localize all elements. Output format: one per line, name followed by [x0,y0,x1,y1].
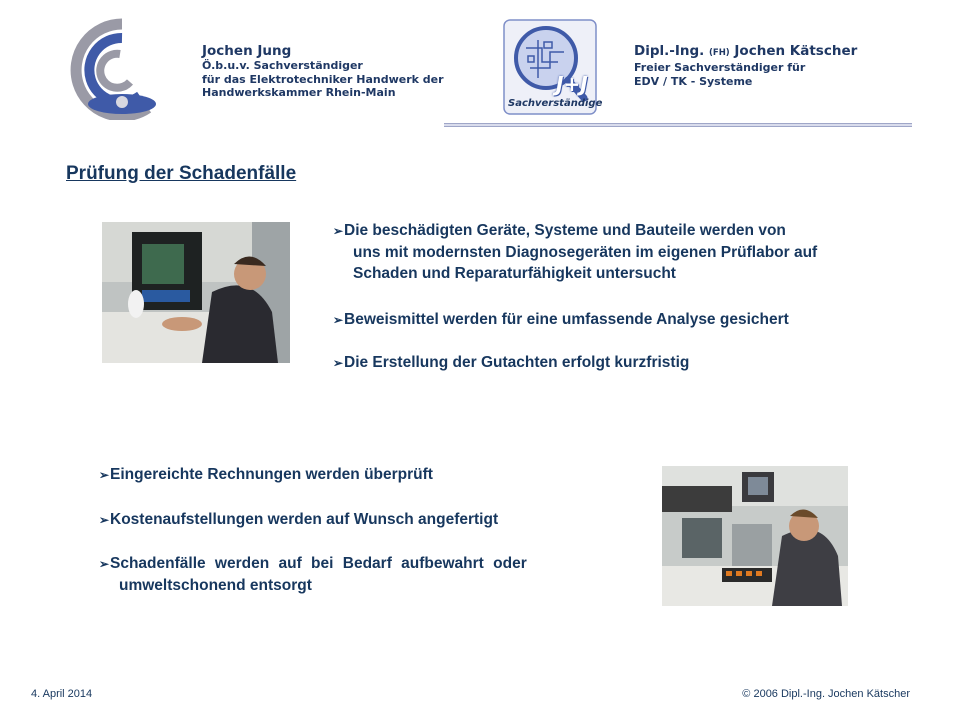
bullet-item [99,553,609,596]
bullet-arrow-icon: ➢ [99,468,110,482]
bullet-text: umweltschonend entsorgt [119,577,312,594]
footer-copyright: © 2006 Dipl.-Ing. Jochen Kätscher [742,688,910,700]
header-left [202,43,444,100]
page-title: Prüfung der Schadenfälle [66,163,297,184]
logo-caption: Sachverständige [508,98,603,109]
name-suffix: Jochen Kätscher [734,43,858,59]
lab-photo-diagnostics [102,222,290,363]
bullet-item [99,509,619,531]
header-divider [444,123,912,127]
bullet-item [333,309,933,331]
bullet-text: Schaden und Reparaturfähigkeit untersucht [353,265,676,282]
expert-name-right [634,43,857,61]
header-right-line: Freier Sachverständiger für [634,61,806,74]
header-left-line: Handwerkskammer Rhein-Main [202,86,396,99]
bullet-text: Kostenaufstellungen werden auf Wunsch angefertigt [110,511,499,528]
bullet-arrow-icon: ➢ [99,513,110,527]
bullet-text: Beweismittel werden für eine umfassende Analyse gesichert [344,311,789,328]
header-right [634,43,857,88]
bullet-arrow-icon: ➢ [333,356,344,370]
header-left-line: Ö.b.u.v. Sachverständiger [202,59,363,72]
bullet-text: uns mit modernsten Diagnosegeräten im eigenen Prüflabor auf [353,244,818,261]
bullet-text: Eingereichte Rechnungen werden überprüft [110,466,433,483]
bullet-arrow-icon: ➢ [99,557,110,571]
bullet-text: Schadenfälle werden auf bei Bedarf aufbewahrt oder [110,555,527,572]
name-fh: (FH) [709,48,730,58]
lab-photo-repair [662,466,848,606]
bullet-item [333,352,933,374]
bullet-item [333,220,933,284]
footer-date: 4. April 2014 [31,688,93,700]
expert-name-left: Jochen Jung [202,43,292,59]
bullet-text: Die Erstellung der Gutachten erfolgt kurzfristig [344,354,690,371]
bullet-text: Die beschädigten Geräte, Systeme und Bauteile werden von [344,222,786,239]
bullet-item [99,464,619,486]
header-right-line: EDV / TK - Systeme [634,74,753,88]
name-prefix: Dipl.-Ing. [634,43,705,59]
company-logo-left [60,16,160,120]
bullet-arrow-icon: ➢ [333,224,344,238]
logo-monogram: J+J [556,72,588,96]
bullet-arrow-icon: ➢ [333,313,344,327]
header-left-line: für das Elektrotechniker Handwerk der [202,72,444,86]
company-logo-center [498,18,602,116]
